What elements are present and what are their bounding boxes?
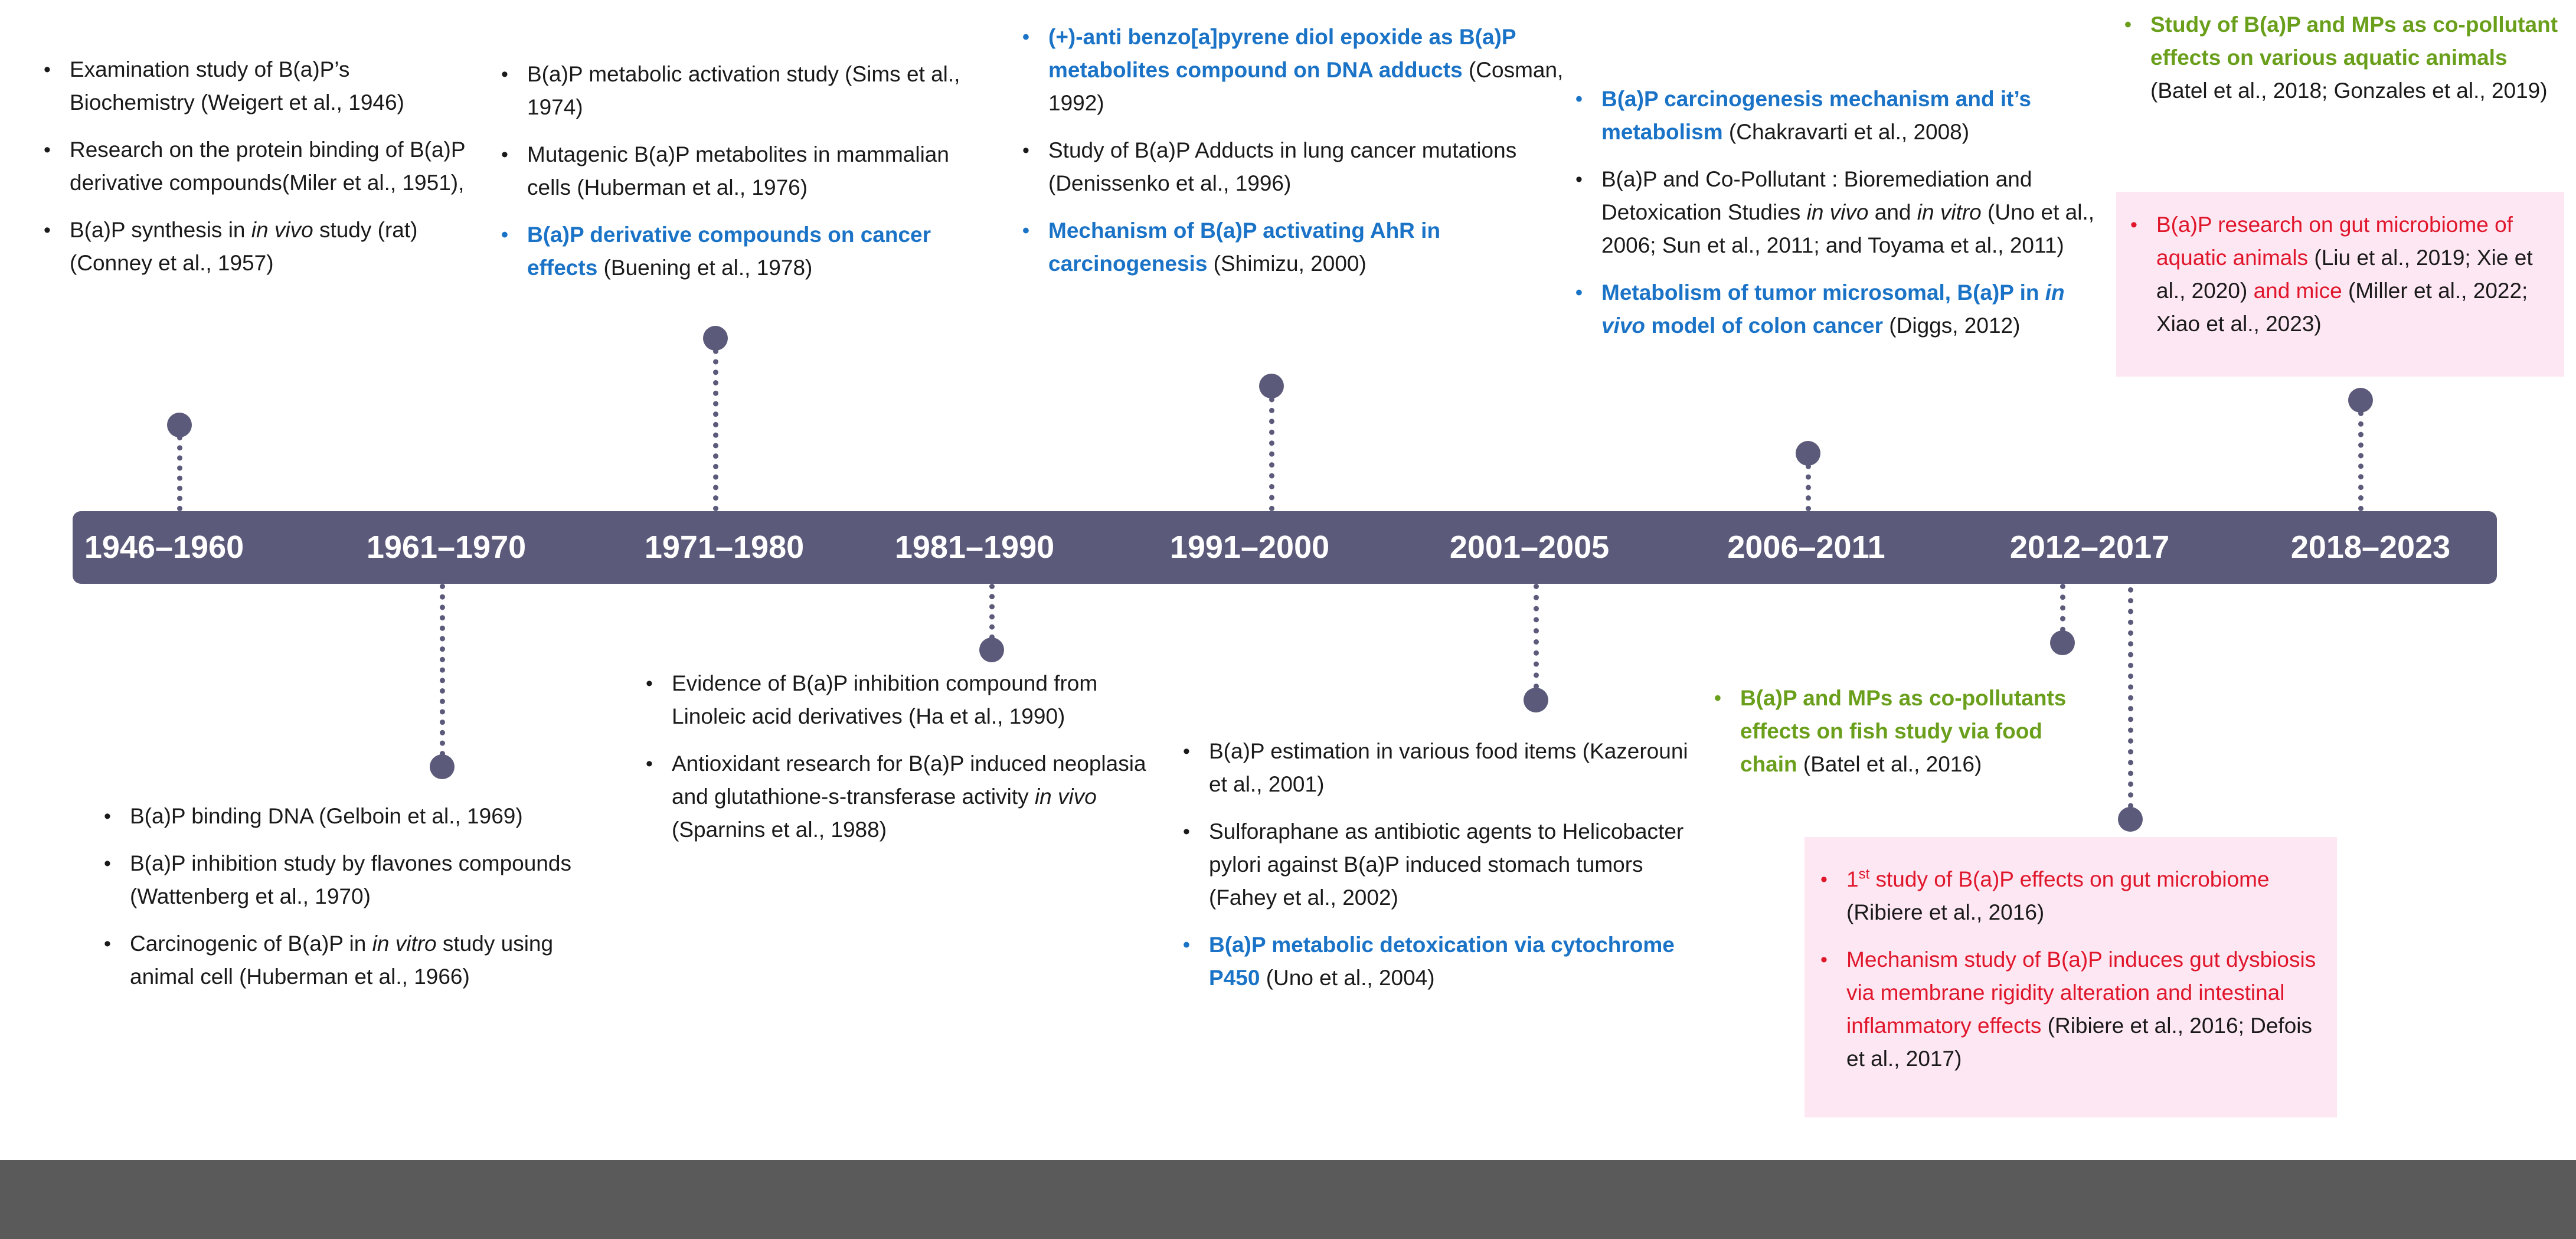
- entry-text: (Uno et al., 2006; Sun et al., 2011; and Toyama et al., 2011): [1601, 200, 2095, 257]
- entry-text: (Ribiere et al., 2016): [1846, 900, 2045, 924]
- connector-line: [2128, 555, 2133, 819]
- entry-block-1946-1960: [35, 53, 472, 294]
- entry-italic: in vitro: [1917, 200, 1982, 224]
- bullet: •: [104, 805, 111, 828]
- entry-block-1991-2000: [1014, 21, 1581, 295]
- entry-text: B(a)P synthesis in: [70, 218, 251, 242]
- entry-text: (Shimizu, 2000): [1207, 251, 1367, 276]
- bullet: •: [1183, 820, 1190, 843]
- entry-text: (Batel et al., 2018; Gonzales et al., 2019): [2150, 79, 2548, 103]
- entry-text: (Ribiere et al., 2016; Defois et al., 2017): [1846, 1014, 2313, 1071]
- bullet: •: [104, 933, 111, 955]
- entry-highlight: Metabolism of tumor microsomal, B(a)P in: [1601, 280, 2045, 305]
- bullet: •: [1575, 88, 1583, 110]
- entry-text: B(a)P and Co-Pollutant : Bioremediation and Detoxication Studies: [1601, 167, 2032, 224]
- entry-highlight: model of colon cancer: [1645, 313, 1884, 338]
- entry-item: [1567, 163, 2110, 262]
- entry-text: (Cosman, 1992): [1048, 58, 1564, 115]
- bullet: •: [1022, 26, 1029, 48]
- entry-block-2012-2017-gut: [1812, 863, 2332, 1090]
- connector-line: [713, 338, 718, 511]
- entry-item: [35, 53, 472, 119]
- timeline-dot: [2050, 630, 2075, 655]
- entry-highlight: B(a)P research on gut microbiome of aquatic animals: [2156, 213, 2513, 270]
- bullet: •: [1714, 687, 1721, 710]
- bullet: •: [1022, 220, 1029, 242]
- bullet: •: [646, 672, 653, 695]
- entry-block-1971-1980: [493, 58, 983, 299]
- entry-item: [638, 667, 1157, 733]
- entry-item: [493, 58, 983, 124]
- entry-text: and: [1868, 200, 1917, 224]
- timeline-dot: [703, 326, 728, 351]
- entry-highlight: (+)-anti benzo[a]pyrene diol epoxide as B(a)P metabolites compound on DNA adducts: [1048, 25, 1516, 82]
- entry-highlight: B(a)P carcinogenesis mechanism and it’s metabolism: [1601, 87, 2031, 144]
- connector-line: [2358, 400, 2363, 511]
- bullet: •: [44, 139, 51, 161]
- entry-highlight: Mechanism study of B(a)P induces gut dysbiosis via membrane rigidity alteration and intestinal inflammatory effects: [1846, 947, 2316, 1038]
- entry-item: [1175, 929, 1700, 995]
- entry-item: [1175, 735, 1700, 801]
- entry-text: (Uno et al., 2004): [1260, 966, 1435, 990]
- connector-line: [177, 425, 182, 511]
- timeline-dot: [1796, 441, 1820, 466]
- bullet: •: [1183, 934, 1190, 956]
- entry-text: (Liu et al., 2019; Xie et al., 2020): [2156, 246, 2533, 303]
- entry-highlight: study of B(a)P effects on gut microbiome: [1869, 867, 2270, 891]
- entry-item: [96, 800, 615, 833]
- entry-block-2012-2017: [1706, 682, 2096, 795]
- entry-italic: in vitro: [372, 931, 437, 956]
- connector-line: [1269, 386, 1274, 511]
- period-label: 1946–1960: [84, 529, 244, 565]
- connector-line: [440, 584, 445, 767]
- entry-item: [35, 214, 472, 280]
- bullet: •: [2124, 14, 2132, 36]
- entry-text: B(a)P binding DNA (Gelboin et al., 1969): [130, 804, 523, 828]
- period-label: 1961–1970: [366, 529, 527, 565]
- connector-line: [1534, 584, 1539, 700]
- entry-highlight: B(a)P and MPs as co-pollutants effects on fish study via food chain: [1740, 686, 2067, 776]
- entry-highlight: B(a)P derivative compounds on cancer effects: [527, 223, 931, 280]
- timeline-dot: [1524, 688, 1548, 712]
- entry-text: B(a)P inhibition study by flavones compounds (Wattenberg et al., 1970): [130, 851, 571, 908]
- period-label: 2006–2011: [1727, 529, 1885, 565]
- entry-block-2001-2005: [1175, 735, 1700, 1009]
- entry-text: Mutagenic B(a)P metabolites in mammalian cells (Huberman et al., 1976): [527, 142, 949, 200]
- entry-item: [1567, 276, 2110, 342]
- bullet: •: [1022, 139, 1029, 162]
- entry-text: study (rat) (Conney et al., 1957): [70, 218, 418, 275]
- period-label: 2012–2017: [2009, 529, 2170, 565]
- timeline-dot: [167, 413, 192, 437]
- entry-block-2018-2023-aquatic: [2116, 8, 2565, 122]
- entry-text: (Sparnins et al., 1988): [672, 818, 887, 842]
- entry-item: [638, 747, 1157, 846]
- entry-text: Study of B(a)P Adducts in lung cancer mutations (Denissenko et al., 1996): [1048, 138, 1517, 195]
- entry-text: (Miller et al., 2022; Xiao et al., 2023): [2156, 279, 2528, 336]
- entry-text: Sulforaphane as antibiotic agents to Helicobacter pylori against B(a)P induced stomach tumors (Fahey et al., 2002): [1209, 819, 1684, 910]
- entry-item: [1812, 943, 2332, 1075]
- entry-block-1961-1970: [96, 800, 615, 1008]
- entry-highlight: B(a)P metabolic detoxication via cytochrome P450: [1209, 933, 1675, 990]
- bullet: •: [44, 58, 51, 81]
- bullet: •: [501, 143, 508, 166]
- entry-highlight: Mechanism of B(a)P activating AhR in carcinogenesis: [1048, 218, 1441, 276]
- entry-item: [1014, 214, 1581, 280]
- entry-highlight: and mice: [2253, 279, 2342, 303]
- entry-highlight-italic: in vivo: [1601, 280, 2065, 338]
- entry-block-2006-2011: [1567, 83, 2110, 357]
- bullet: •: [1183, 740, 1190, 763]
- entry-text: Carcinogenic of B(a)P in: [130, 931, 372, 956]
- entry-item: [35, 133, 472, 200]
- entry-text: (Chakravarti et al., 2008): [1722, 120, 1970, 144]
- entry-item: [493, 138, 983, 204]
- entry-block-1981-1990: [638, 667, 1157, 861]
- entry-item: [1014, 21, 1581, 120]
- period-label: 2018–2023: [2290, 529, 2451, 565]
- entry-text: B(a)P estimation in various food items (Kazerouni et al., 2001): [1209, 739, 1688, 796]
- entry-item: [1567, 83, 2110, 149]
- entry-item: [96, 847, 615, 913]
- bullet: •: [1575, 168, 1583, 191]
- entry-text: B(a)P metabolic activation study (Sims et al., 1974): [527, 62, 960, 119]
- period-label: 1971–1980: [644, 529, 805, 565]
- entry-italic: in vivo: [1806, 200, 1869, 224]
- entry-italic: in vivo: [1034, 784, 1097, 809]
- entry-text: study using animal cell (Huberman et al., 1966): [130, 931, 554, 989]
- entry-item: [1706, 682, 2096, 781]
- entry-italic: in vivo: [251, 218, 313, 242]
- entry-item: [1175, 815, 1700, 914]
- entry-item: [1812, 863, 2332, 929]
- entry-text: (Diggs, 2012): [1883, 313, 2021, 338]
- timeline-dot: [430, 754, 455, 779]
- bullet: •: [1820, 949, 1828, 971]
- entry-item: [2116, 8, 2565, 107]
- entry-text: (Buening et al., 1978): [597, 256, 813, 280]
- entry-highlight: 1: [1846, 867, 1859, 891]
- entry-highlight: Study of B(a)P and MPs as co-pollutant effects on various aquatic animals: [2150, 12, 2558, 70]
- entry-superscript: st: [1858, 866, 1870, 882]
- bullet: •: [2130, 214, 2137, 236]
- entry-text: Antioxidant research for B(a)P induced neoplasia and glutathione-s-transferase activity: [672, 751, 1146, 809]
- period-label: 1991–2000: [1169, 529, 1330, 565]
- entry-item: [1014, 134, 1581, 200]
- bullet: •: [1575, 282, 1583, 304]
- bullet: •: [1820, 868, 1828, 891]
- timeline-dot: [1259, 374, 1284, 398]
- period-label: 2001–2005: [1449, 529, 1610, 565]
- bullet: •: [646, 753, 653, 775]
- footer-band: [0, 1160, 2576, 1239]
- entry-text: Research on the protein binding of B(a)P derivative compounds(Miler et al., 1951),: [70, 138, 465, 195]
- entry-text: (Batel et al., 2016): [1797, 752, 1982, 776]
- timeline-dot: [2118, 807, 2143, 832]
- entry-item: [2122, 208, 2562, 341]
- entry-block-2018-2023-gut: [2122, 208, 2562, 355]
- timeline-dot: [2348, 388, 2373, 413]
- period-label: 1981–1990: [894, 529, 1055, 565]
- timeline-dot: [979, 638, 1004, 662]
- bullet: •: [501, 63, 508, 86]
- entry-item: [493, 218, 983, 285]
- bullet: •: [104, 852, 111, 875]
- bullet: •: [44, 219, 51, 241]
- entry-item: [96, 927, 615, 993]
- bullet: •: [501, 224, 508, 246]
- entry-text: Examination study of B(a)P’s Biochemistry (Weigert et al., 1946): [70, 57, 404, 115]
- entry-text: Evidence of B(a)P inhibition compound from Linoleic acid derivatives (Ha et al., 1990): [672, 671, 1098, 728]
